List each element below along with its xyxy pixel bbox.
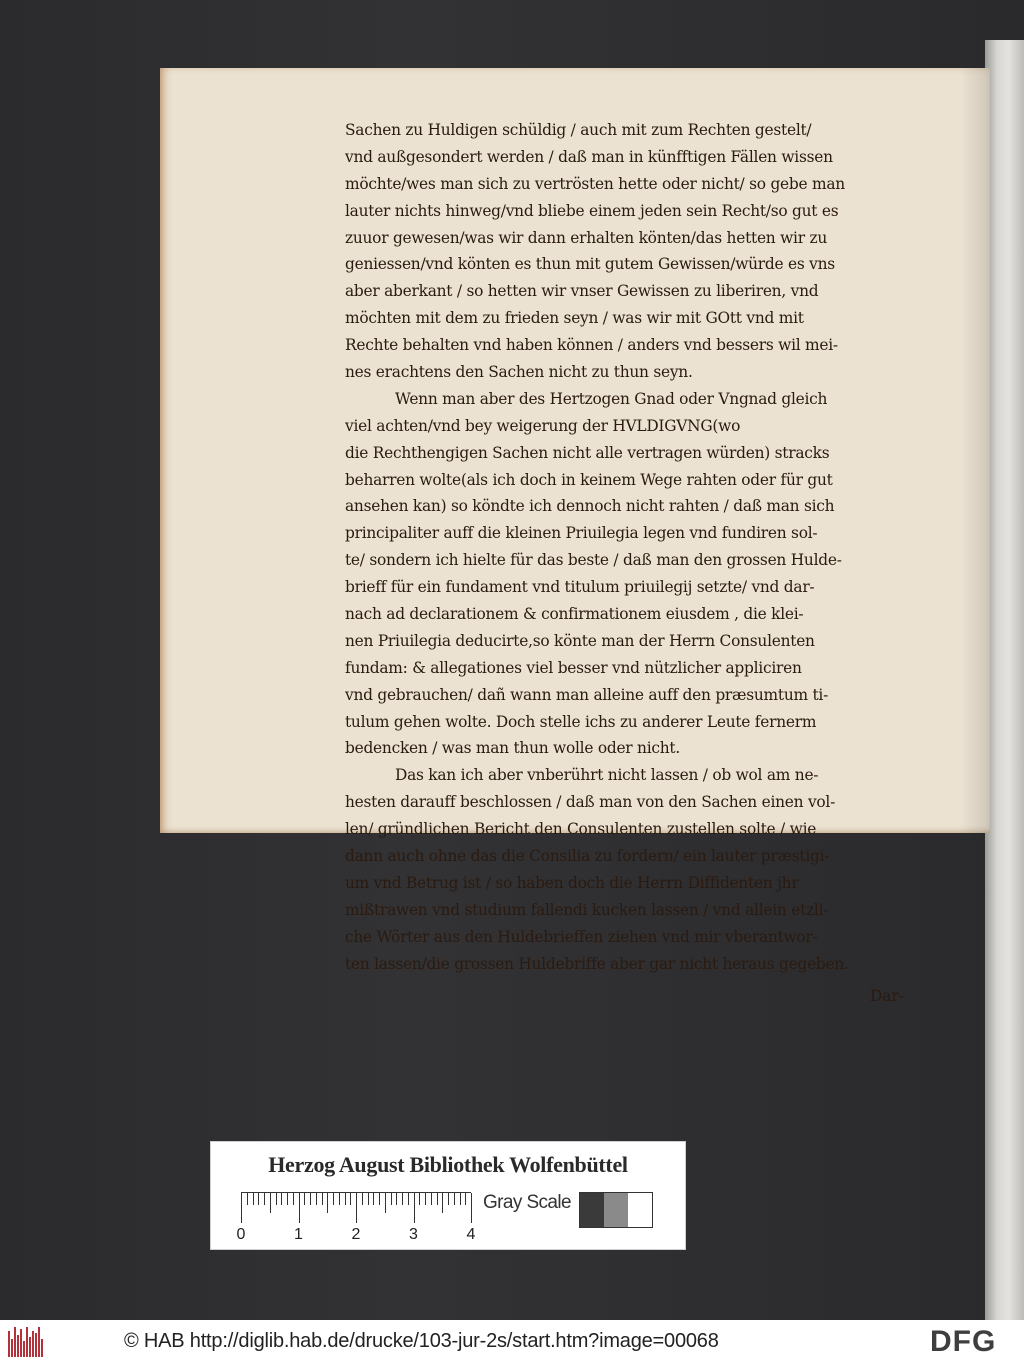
text-line: nen Priuilegia deducirte,so könte man der Herrn Consulenten [345, 631, 815, 650]
text-line: hesten darauff beschlossen / daß man von den Sachen einen vol- [345, 793, 836, 812]
text-line: bedencken / was man thun wolle oder nicht. [345, 739, 681, 758]
catchword: Dar- [870, 987, 905, 1005]
ruler-tick [442, 1193, 443, 1213]
ruler-tick [264, 1193, 265, 1205]
text-line: nach ad declarationem & confirmationem eiusdem , die klei- [345, 605, 804, 624]
viewer-footer [0, 1320, 1024, 1363]
gray-swatch [580, 1193, 604, 1227]
library-name: Herzog August Bibliothek Wolfenbüttel [268, 1152, 628, 1177]
ruler-tick [345, 1193, 346, 1205]
ruler-tick [431, 1193, 432, 1205]
ruler-tick [327, 1193, 328, 1213]
barcode-bar [41, 1339, 43, 1357]
gray-swatch [628, 1193, 652, 1227]
text-line: aber aberkant / so hetten wir vnser Gewissen zu liberiren, vnd [345, 282, 819, 301]
ruler-tick [253, 1193, 254, 1205]
text-line: ten lassen/die grossen Huldebriffe aber gar nicht heraus gegeben. [345, 954, 849, 973]
ruler-tick [270, 1193, 271, 1213]
dfg-logo: DFG [930, 1325, 997, 1358]
barcode-bar [11, 1339, 13, 1357]
text-line: vnd gebrauchen/ dañ wann man alleine auff den præsumtum ti- [345, 685, 829, 704]
text-line: geniessen/vnd könten es thun mit gutem Gewissen/würde es vns [345, 255, 835, 274]
gray-scale-swatches [579, 1192, 653, 1228]
ruler-tick [339, 1193, 340, 1205]
barcode-bar [8, 1331, 10, 1357]
text-line: möchte/wes man sich zu vertrösten hette oder nicht/ so gebe man [345, 174, 845, 193]
ruler-tick [258, 1193, 259, 1205]
text-line: nes erachtens den Sachen nicht zu thun seyn. [345, 363, 693, 382]
text-line: um vnd Betrug ist / so haben doch die Herrn Diffidenten jhr [345, 873, 799, 892]
ruler-tick [471, 1193, 472, 1223]
ruler-tick [391, 1193, 392, 1205]
gray-scale-label: Gray Scale [483, 1192, 571, 1213]
ruler-tick [385, 1193, 386, 1213]
ruler-tick [368, 1193, 369, 1205]
ruler-number: 3 [409, 1226, 418, 1243]
ruler-number: 2 [351, 1226, 361, 1243]
text-line: lauter nichts hinweg/vnd bliebe einem jeden sein Recht/so gut es [345, 201, 839, 220]
ruler-tick [454, 1193, 455, 1205]
ruler-tick [299, 1193, 300, 1223]
ruler-tick [287, 1193, 288, 1205]
barcode-bar [17, 1335, 19, 1357]
text-line: len/ gründlichen Bericht den Consulenten zustellen solte / wie [345, 820, 817, 839]
ruler-tick [419, 1193, 420, 1205]
text-line: möchten mit dem zu frieden seyn / was wir mit GOtt vnd mit [345, 309, 804, 328]
text-line: mißtrawen vnd studium fallendi kucken lassen / vnd allein etzli- [345, 900, 829, 919]
text-line: brieff für ein fundament vnd titulum priuilegij setzte/ vnd dar- [345, 578, 815, 597]
barcode-bar [29, 1337, 31, 1357]
barcode-bar [20, 1329, 22, 1357]
text-line: ansehen kan) so köndte ich dennoch nicht rahten / daß man sich [345, 497, 835, 516]
scale-ruler [241, 1192, 471, 1223]
text-line: te/ sondern ich hielte für das beste / daß man den grossen Hulde- [345, 551, 842, 570]
ruler-number: 1 [294, 1226, 303, 1243]
ruler-tick [362, 1193, 363, 1205]
ruler-tick [350, 1193, 351, 1205]
ruler-number: 4 [466, 1226, 476, 1243]
ruler-tick [293, 1193, 294, 1205]
text-line: die Rechthengigen Sachen nicht alle vertragen würden) stracks [345, 443, 830, 462]
hab-barcode-icon [8, 1327, 44, 1357]
ruler-tick [310, 1193, 311, 1205]
ruler-tick [247, 1193, 248, 1205]
barcode-bar [23, 1341, 25, 1357]
barcode-bar [38, 1327, 40, 1357]
text-line: tulum gehen wolte. Doch stelle ichs zu anderer Leute fernerm [345, 712, 817, 731]
ruler-number: 0 [236, 1226, 246, 1243]
ruler-tick [402, 1193, 403, 1205]
text-line: vnd außgesondert werden / daß man in künfftigen Fällen wissen [345, 147, 833, 166]
ruler-tick [241, 1193, 242, 1223]
ruler-tick [304, 1193, 305, 1205]
ruler-tick [460, 1193, 461, 1205]
ruler-tick [281, 1193, 282, 1205]
text-line: zuuor gewesen/was wir dann erhalten könten/das hetten wir zu [345, 228, 827, 247]
ruler-tick [448, 1193, 449, 1205]
gray-swatch [604, 1193, 628, 1227]
text-line: principaliter auff die kleinen Priuilegia legen vnd fundiren sol- [345, 524, 818, 543]
copyright-url: © HAB http://diglib.hab.de/drucke/103-jur-2s/start.htm?image=00068 [124, 1330, 719, 1352]
text-line: dann auch ohne das die Consilia zu fordern/ ein lauter præstigi- [345, 847, 830, 866]
text-line: Rechte behalten vnd haben können / anders vnd bessers wil mei- [345, 336, 838, 355]
ruler-tick [437, 1193, 438, 1205]
ruler-tick [465, 1193, 466, 1205]
page-text [345, 117, 940, 978]
text-line: che Wörter aus den Huldebrieffen ziehen vnd mir vberantwor- [345, 927, 818, 946]
book-page-edges [985, 40, 1024, 1320]
library-color-card [210, 1141, 686, 1250]
text-line: fundam: & allegationes viel besser vnd nützlicher appliciren [345, 658, 802, 677]
text-line: beharren wolte(als ich doch in keinem Wege rahten oder für gut [345, 470, 833, 489]
barcode-bar [32, 1331, 34, 1357]
ruler-tick [396, 1193, 397, 1205]
barcode-bar [14, 1327, 16, 1357]
ruler-tick [322, 1193, 323, 1205]
ruler-tick [414, 1193, 415, 1223]
barcode-bar [35, 1333, 37, 1357]
ruler-tick [373, 1193, 374, 1205]
text-line: Wenn man aber des Hertzogen Gnad oder Vngnad gleich [395, 389, 828, 408]
ruler-tick [316, 1193, 317, 1205]
ruler-tick [408, 1193, 409, 1205]
text-line: Sachen zu Huldigen schüldig / auch mit zum Rechten gestelt/ [345, 121, 812, 139]
text-line: viel achten/vnd bey weigerung der HVLDIGVNG(wo [345, 416, 741, 435]
page-gutter-shadow [960, 68, 990, 833]
ruler-tick [333, 1193, 334, 1205]
ruler-tick [379, 1193, 380, 1205]
ruler-tick [356, 1193, 357, 1223]
barcode-bar [26, 1327, 28, 1357]
ruler-tick [276, 1193, 277, 1205]
text-line: Das kan ich aber vnberührt nicht lassen / ob wol am ne- [395, 766, 819, 785]
ruler-tick [425, 1193, 426, 1205]
